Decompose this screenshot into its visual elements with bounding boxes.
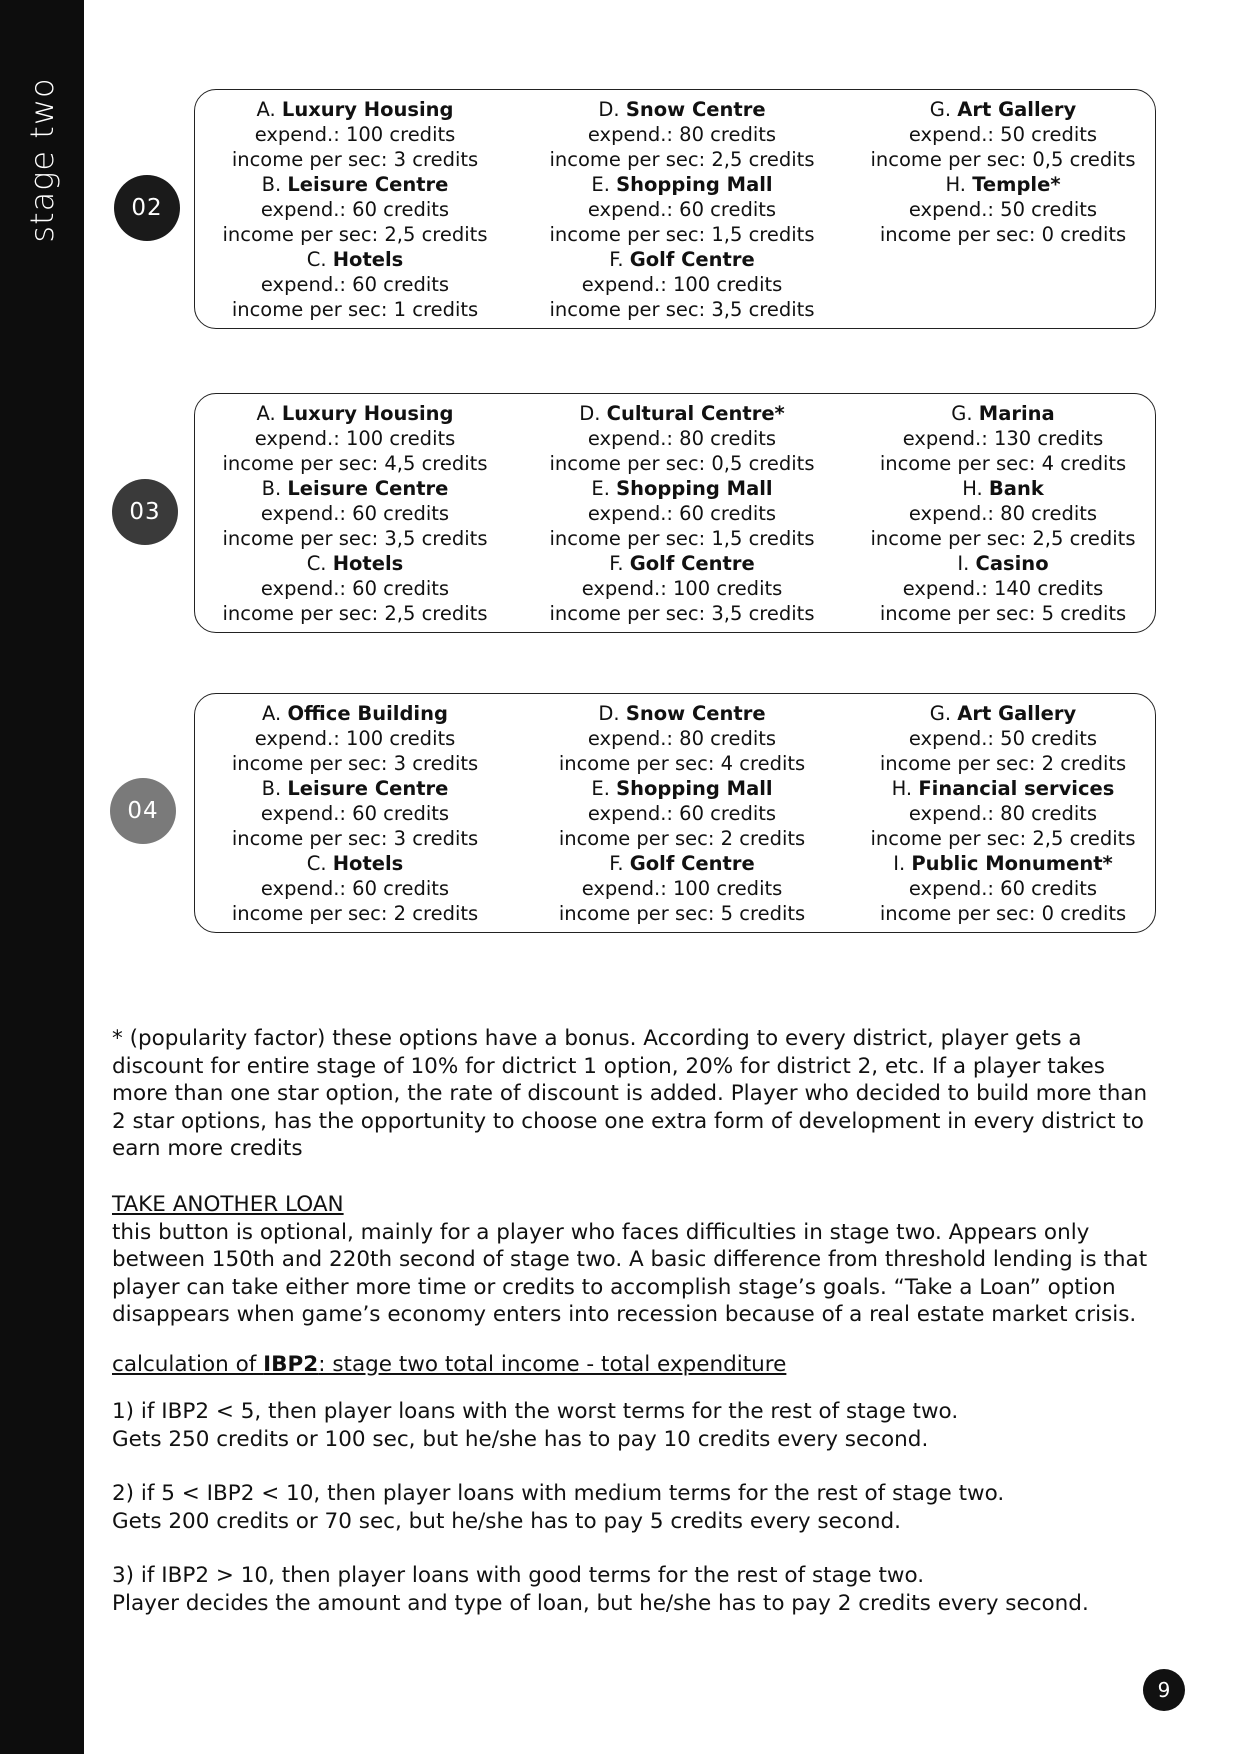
development-option <box>550 551 815 626</box>
district-number-badge: 03 <box>112 479 178 545</box>
calc-suffix: : stage two total income - total expenditure <box>318 1351 787 1377</box>
option-letter: G. <box>929 98 952 121</box>
option-letter: E. <box>591 477 610 500</box>
option-name: Golf Centre <box>629 248 755 271</box>
option-expenditure: expend.: 80 credits <box>587 727 777 750</box>
option-letter: I. <box>893 852 906 875</box>
ibp2-calculation <box>112 1351 1160 1379</box>
option-name: Golf Centre <box>629 552 755 575</box>
option-income: income per sec: 2,5 credits <box>222 223 488 246</box>
development-option <box>559 701 805 776</box>
option-title <box>609 851 754 876</box>
option-name: Hotels <box>332 552 404 575</box>
options-column <box>195 401 515 632</box>
option-income: income per sec: 3 credits <box>231 827 479 850</box>
loan-rule <box>112 1398 1160 1453</box>
development-option <box>871 97 1136 172</box>
option-title <box>609 551 754 576</box>
option-name: Temple* <box>972 173 1061 196</box>
option-expenditure: expend.: 50 credits <box>908 198 1098 221</box>
development-option <box>550 401 815 476</box>
option-letter: F. <box>609 248 624 271</box>
options-box <box>194 693 1156 933</box>
option-name: Golf Centre <box>629 852 755 875</box>
option-letter: B. <box>261 777 282 800</box>
option-letter: A. <box>262 702 282 725</box>
option-income: income per sec: 2 credits <box>879 752 1127 775</box>
option-letter: B. <box>261 173 282 196</box>
option-title <box>262 701 448 726</box>
option-name: Snow Centre <box>625 98 766 121</box>
option-name: Shopping Mall <box>616 777 773 800</box>
option-letter: H. <box>962 477 983 500</box>
option-name: Snow Centre <box>625 702 766 725</box>
option-name: Shopping Mall <box>616 173 773 196</box>
option-income: income per sec: 2,5 credits <box>222 602 488 625</box>
option-expenditure: expend.: 60 credits <box>587 198 777 221</box>
option-income: income per sec: 0 credits <box>879 223 1127 246</box>
option-title <box>262 476 449 501</box>
option-expenditure: expend.: 100 credits <box>581 273 783 296</box>
option-name: Casino <box>975 552 1049 575</box>
option-letter: G. <box>951 402 973 425</box>
option-expenditure: expend.: 60 credits <box>260 802 450 825</box>
option-expenditure: expend.: 80 credits <box>908 502 1098 525</box>
loan-rules <box>112 1398 1160 1617</box>
calc-bold: IBP2 <box>263 1351 319 1377</box>
option-name: Marina <box>978 402 1055 425</box>
option-title <box>930 97 1076 122</box>
option-income: income per sec: 1,5 credits <box>549 223 815 246</box>
loan-rule-terms: Gets 250 credits or 100 sec, but he/she has to pay 10 credits every second. <box>112 1426 929 1452</box>
option-expenditure: expend.: 80 credits <box>587 123 777 146</box>
option-expenditure: expend.: 60 credits <box>260 198 450 221</box>
option-name: Hotels <box>332 248 404 271</box>
option-letter: F. <box>609 552 624 575</box>
development-option <box>871 776 1136 851</box>
option-expenditure: expend.: 50 credits <box>908 123 1098 146</box>
option-title <box>256 97 453 122</box>
option-expenditure: expend.: 60 credits <box>587 502 777 525</box>
loan-heading: TAKE ANOTHER LOAN <box>112 1192 344 1217</box>
development-option <box>550 476 815 551</box>
option-letter: C. <box>306 552 327 575</box>
option-title <box>893 851 1113 876</box>
option-income: income per sec: 3,5 credits <box>222 527 488 550</box>
development-option <box>880 401 1126 476</box>
development-option <box>223 551 488 626</box>
option-expenditure: expend.: 100 credits <box>581 877 783 900</box>
option-income: income per sec: 4 credits <box>879 452 1127 475</box>
option-letter: F. <box>609 852 624 875</box>
option-income: income per sec: 0,5 credits <box>870 148 1136 171</box>
district-number-badge: 02 <box>114 175 180 241</box>
options-box <box>194 89 1156 329</box>
option-name: Art Gallery <box>957 702 1077 725</box>
option-income: income per sec: 3,5 credits <box>549 298 815 321</box>
option-letter: E. <box>591 173 610 196</box>
option-income: income per sec: 0,5 credits <box>549 452 815 475</box>
development-option <box>880 701 1126 776</box>
option-expenditure: expend.: 80 credits <box>587 427 777 450</box>
loan-rule <box>112 1480 1160 1535</box>
option-income: income per sec: 5 credits <box>558 902 806 925</box>
development-option <box>232 97 478 172</box>
option-expenditure: expend.: 100 credits <box>254 427 456 450</box>
option-income: income per sec: 2,5 credits <box>549 148 815 171</box>
development-option <box>550 97 815 172</box>
page-number: 9 <box>1143 1669 1185 1711</box>
loan-rule-terms: Player decides the amount and type of loan, but he/she has to pay 2 credits every second. <box>112 1590 1089 1616</box>
option-letter: B. <box>261 477 282 500</box>
sidebar-title: stage two <box>23 77 61 243</box>
option-income: income per sec: 1 credits <box>231 298 479 321</box>
option-income: income per sec: 2 credits <box>558 827 806 850</box>
option-income: income per sec: 3 credits <box>231 752 479 775</box>
option-income: income per sec: 0 credits <box>879 902 1127 925</box>
option-expenditure: expend.: 60 credits <box>587 802 777 825</box>
loan-rule-condition: 3) if IBP2 > 10, then player loans with good terms for the rest of stage two. <box>112 1563 925 1588</box>
option-title <box>591 776 772 801</box>
loan-rule-condition: 1) if IBP2 < 5, then player loans with the worst terms for the rest of stage two. <box>112 1399 959 1424</box>
option-income: income per sec: 4,5 credits <box>222 452 488 475</box>
option-income: income per sec: 1,5 credits <box>549 527 815 550</box>
option-letter: D. <box>598 702 620 725</box>
option-title <box>945 172 1060 197</box>
option-name: Bank <box>988 477 1044 500</box>
option-name: Financial services <box>918 777 1115 800</box>
option-letter: A. <box>256 98 276 121</box>
development-option <box>223 172 488 247</box>
option-expenditure: expend.: 60 credits <box>908 877 1098 900</box>
development-option <box>550 172 815 247</box>
options-column <box>849 401 1157 632</box>
loan-rule-condition: 2) if 5 < IBP2 < 10, then player loans with medium terms for the rest of stage two. <box>112 1481 1005 1506</box>
sidebar <box>0 0 84 1754</box>
option-letter: C. <box>306 248 327 271</box>
option-name: Cultural Centre* <box>606 402 785 425</box>
option-letter: G. <box>929 702 952 725</box>
option-income: income per sec: 4 credits <box>558 752 806 775</box>
option-expenditure: expend.: 100 credits <box>581 577 783 600</box>
option-expenditure: expend.: 100 credits <box>254 727 456 750</box>
calc-prefix: calculation of <box>112 1351 264 1377</box>
development-option <box>559 776 805 851</box>
option-name: Leisure Centre <box>287 777 449 800</box>
development-option <box>232 776 478 851</box>
option-title <box>598 97 765 122</box>
option-name: Hotels <box>332 852 404 875</box>
option-letter: A. <box>256 402 276 425</box>
option-expenditure: expend.: 60 credits <box>260 877 450 900</box>
development-option <box>880 851 1126 926</box>
option-income: income per sec: 3 credits <box>231 148 479 171</box>
option-name: Leisure Centre <box>287 173 449 196</box>
options-column <box>849 97 1157 328</box>
option-name: Art Gallery <box>957 98 1077 121</box>
option-letter: D. <box>598 98 620 121</box>
option-title <box>598 701 765 726</box>
loan-description: this button is optional, mainly for a player who faces difficulties in stage two. Appears only between 150th and 220th second of stage two. A basic difference from threshold lending is that player can take either more time or credits to accomplish stage’s goals. “Take a Loan” option disappears when game’s economy enters into recession because of a real estate market crisis. <box>112 1219 1148 1327</box>
option-title <box>591 476 772 501</box>
loan-rule-terms: Gets 200 credits or 70 sec, but he/she has to pay 5 credits every second. <box>112 1508 901 1534</box>
option-income: income per sec: 5 credits <box>879 602 1127 625</box>
options-column <box>515 97 849 328</box>
option-letter: C. <box>306 852 327 875</box>
development-option <box>232 851 478 926</box>
development-option <box>223 401 488 476</box>
option-letter: I. <box>957 552 970 575</box>
option-letter: D. <box>579 402 601 425</box>
options-column <box>515 401 849 632</box>
option-title <box>609 247 754 272</box>
district-number-badge: 04 <box>110 778 176 844</box>
development-option <box>880 551 1126 626</box>
option-title <box>951 401 1054 426</box>
option-expenditure: expend.: 60 credits <box>260 577 450 600</box>
loan-section <box>112 1191 1160 1617</box>
option-name: Office Building <box>287 702 448 725</box>
option-income: income per sec: 3,5 credits <box>549 602 815 625</box>
option-name: Luxury Housing <box>281 98 454 121</box>
option-title <box>957 551 1048 576</box>
option-income: income per sec: 2 credits <box>231 902 479 925</box>
option-name: Luxury Housing <box>281 402 454 425</box>
loan-rule <box>112 1562 1160 1617</box>
option-title <box>256 401 453 426</box>
option-name: Public Monument* <box>911 852 1113 875</box>
option-expenditure: expend.: 60 credits <box>260 273 450 296</box>
development-option <box>232 247 478 322</box>
option-letter: H. <box>891 777 913 800</box>
option-name: Leisure Centre <box>287 477 449 500</box>
option-income: income per sec: 2,5 credits <box>870 827 1136 850</box>
option-name: Shopping Mall <box>616 477 773 500</box>
option-title <box>892 776 1115 801</box>
option-title <box>591 172 772 197</box>
development-option <box>223 476 488 551</box>
option-expenditure: expend.: 140 credits <box>902 577 1104 600</box>
option-title <box>579 401 785 426</box>
option-title <box>262 776 449 801</box>
option-letter: E. <box>591 777 610 800</box>
option-title <box>307 247 404 272</box>
option-title <box>262 172 449 197</box>
options-column <box>195 701 515 932</box>
development-option <box>232 701 478 776</box>
development-option <box>880 172 1126 247</box>
option-title <box>962 476 1044 501</box>
popularity-note: * (popularity factor) these options have a bonus. According to every district, player gets a discount for entire stage of 10% for dictrict 1 option, 20% for district 2, etc. If a player takes more than one star option, the rate of discount is added. Player who decided to build more than 2 star options, has the opportunity to choose one extra form of development in every district to earn more credits <box>112 1026 1148 1161</box>
option-expenditure: expend.: 80 credits <box>908 802 1098 825</box>
option-letter: H. <box>945 173 966 196</box>
option-expenditure: expend.: 100 credits <box>254 123 456 146</box>
options-box <box>194 393 1156 633</box>
option-income: income per sec: 2,5 credits <box>870 527 1136 550</box>
option-title <box>307 851 404 876</box>
option-expenditure: expend.: 130 credits <box>902 427 1104 450</box>
development-option <box>559 851 805 926</box>
development-option <box>871 476 1136 551</box>
options-column <box>515 701 849 932</box>
option-title <box>307 551 404 576</box>
options-column <box>195 97 515 328</box>
option-expenditure: expend.: 50 credits <box>908 727 1098 750</box>
option-title <box>930 701 1076 726</box>
option-expenditure: expend.: 60 credits <box>260 502 450 525</box>
options-column <box>849 701 1157 932</box>
development-option <box>550 247 815 322</box>
